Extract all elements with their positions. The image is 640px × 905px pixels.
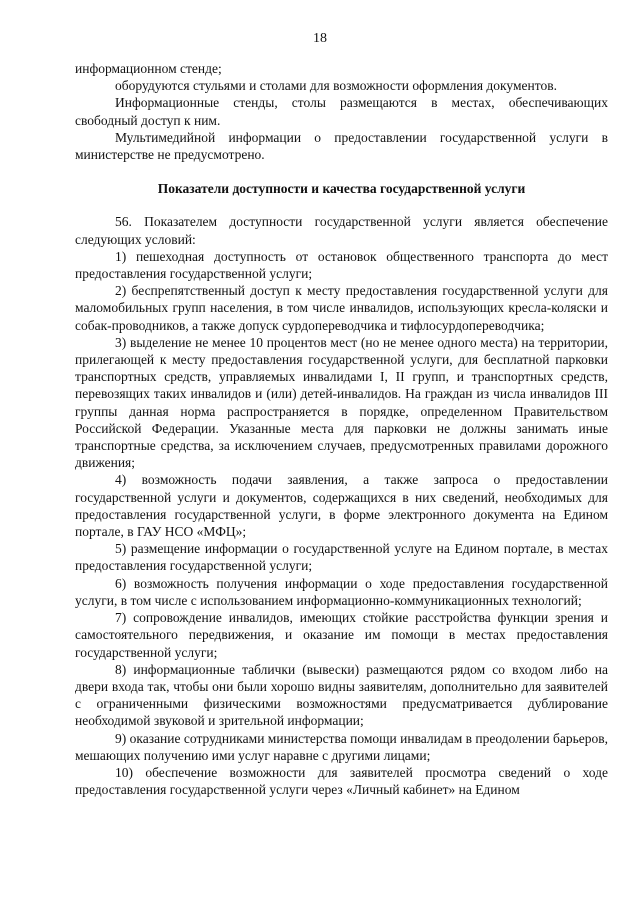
intro-line-furniture: оборудуются стульями и столами для возможности оформления документов. [115,78,557,94]
section-heading: Показатели доступности и качества государственной услуги [157,181,526,197]
list-item-3: 3) выделение не менее 10 процентов мест (но не менее одного места) на территории, прилегающей к месту предоставления государственной услуги, для бесплатной парковки транспортных средств, управляемых инвалидами I, II групп, и транспортных средств, перевозящих таких инвалидов и (или) детей-инвалидов. На граждан из числа инвалидов III группы данная норма распространяется в порядке, определенном Правительством Российской Федерации. Указанные места для парковки не должны занимать иные транспортные средства, за исключением случаев, предусмотренных правилами дорожного движения; [75,334,608,471]
document-body [75,60,608,798]
intro-line-continued: информационном стенде; [75,61,222,76]
list-item-5: 5) размещение информации о государственной услуге на Едином портале, в местах предоставления государственной услуги; [75,541,608,574]
paragraph-56: 56. Показателем доступности государственной услуги является обеспечение следующих условий: [75,214,608,247]
list-item-4: 4) возможность подачи заявления, а также запроса о предоставлении государственной услуги и документов, содержащихся в них сведений, необходимых для предоставления государственной услуги, в форме электронного документа на Едином портале, в ГАУ НСО «МФЦ»; [75,472,608,540]
list-item-7: 7) сопровождение инвалидов, имеющих стойкие расстройства функции зрения и самостоятельного передвижения, и оказание им помощи в местах предоставления государственной услуги; [75,610,608,660]
list-item-1: 1) пешеходная доступность от остановок общественного транспорта до мест предоставления государственной услуги; [75,248,608,282]
intro-line-multimedia: Мультимедийной информации о предоставлении государственной услуги в министерстве не предусмотрено. [75,129,608,163]
list-item-8: 8) информационные таблички (вывески) размещаются рядом со входом либо на двери входа так, чтобы они были хорошо видны заявителям, дополнительно для заявителей с ограниченными физическими возможностями предусматривается дублирование необходимой звуковой и зрительной информации; [75,661,608,729]
list-item-10: 10) обеспечение возможности для заявителей просмотра сведений о ходе предоставления государственной услуги через «Личный кабинет» на Едином [75,764,608,798]
list-item-2: 2) беспрепятственный доступ к месту предоставления государственной услуги для маломобильных групп населения, в том числе инвалидов, использующих кресла-коляски и собак-проводников, а также допуск сурдопереводчика и тифлосурдопереводчика; [75,283,608,333]
list-item-6: 6) возможность получения информации о ходе предоставления государственной услуги, в том числе с использованием информационно-коммуникационных технологий; [75,575,608,608]
page-number: 18 [313,31,327,46]
intro-line-stands: Информационные стенды, столы размещаются в местах, обеспечивающих свободный доступ к ним. [75,95,608,128]
list-item-9: 9) оказание сотрудниками министерства помощи инвалидам в преодолении барьеров, мешающих получению ими услуг наравне с другими лицами; [75,730,608,763]
